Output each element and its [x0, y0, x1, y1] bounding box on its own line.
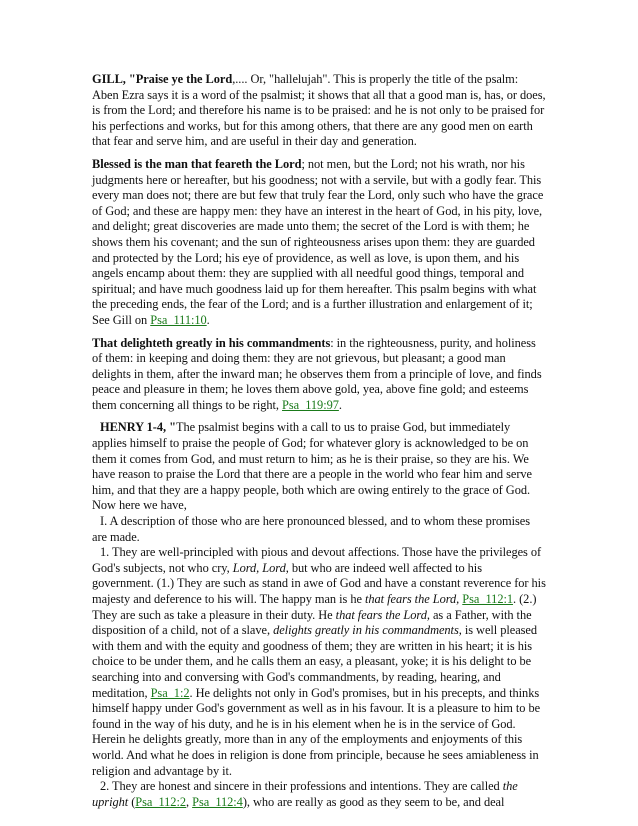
- delighteth-text: : in the righteousness, purity, and holiness of them: in keeping and doing them: they are not grievous, but pleasant; a good man delights in them, after the inward man; he observes them from a principle of love, and finds peace and pleasure in them; he loves them above gold, yea, above fine gold; and esteems them concerning all things to be right,: [92, 335, 542, 412]
- henry-text: The psalmist begins with a call to us to praise God, but immediately applies himself to praise the people of God; for whatever glory is acknowledged to be on them it comes from God, and must return to him; as he is their praise, so they are his. We have reason to praise the Lord that there are a people in the world who fear him and serve him, and that they are a happy people, both which are owing entirely to the grace of God. Now here we have,: [92, 420, 533, 513]
- gill-paragraph: [92, 72, 546, 150]
- psa-112-2-link[interactable]: Psa_112:2: [135, 794, 186, 809]
- delighteth-heading: That delighteth greatly in his commandments: [92, 335, 331, 350]
- point-1-2-italic-b: the upright: [92, 779, 518, 809]
- point-1-1-text-c: but who are indeed well affected to his government. (1.) They are such as stand in awe of God and have a constant reverence for his majesty and deference to his will. The happy man is he: [92, 560, 546, 606]
- gill-text: ,.... Or, "hallelujah". This is properly the title of the psalm: Aben Ezra says it is a word of the psalmist; it shows that all that a good man is, has, or does, is from the Lord; and therefore his name is to be praised: and he is not only to be praised for his perfections and works, but for this among others, that there are any good men on earth that fear and serve him, and are useful in their day and generation.: [92, 72, 546, 149]
- point-1-1-italic-d: that fears the Lord,: [364, 592, 460, 606]
- point-1-2-text-c: (: [128, 794, 136, 809]
- blessed-heading: Blessed is the man that feareth the Lord: [92, 156, 302, 171]
- psa-112-1-link[interactable]: Psa_112:1: [462, 592, 514, 606]
- henry-paragraph: [92, 420, 546, 514]
- gill-heading: GILL, "Praise ye the Lord: [92, 72, 233, 86]
- point-1-1-text-a: 1. They are well-principled with pious and devout affections. Those have the privileges of God's subjects, not who cry,: [92, 545, 542, 575]
- point-1-2-text-d: ,: [186, 794, 193, 809]
- point-1-2-text-a: 2. They are honest and sincere in their professions and intentions. They are called: [100, 779, 503, 794]
- blessed-end: .: [206, 312, 210, 327]
- point-1-1-text-f: . (2.) They are such as take a pleasure in their duty. He: [92, 592, 537, 622]
- henry-heading: HENRY 1-4, ": [100, 420, 176, 435]
- delighteth-paragraph: [92, 336, 546, 414]
- commentary-page: [92, 72, 546, 810]
- point-1-1-text-h: as a Father, with the disposition of a child, not of a slave,: [92, 607, 532, 638]
- point-1-2-text-e: ), who are really as good as they seem to be, and deal: [242, 794, 505, 809]
- point-1-1-paragraph: [92, 545, 546, 779]
- psa-119-97-link[interactable]: Psa_119:97: [282, 397, 339, 412]
- psa-111-10-link[interactable]: Psa_111:10: [150, 312, 207, 327]
- point-1-1-italic-b: Lord, Lord,: [232, 560, 289, 575]
- psa-112-4-link[interactable]: Psa_112:4: [192, 794, 243, 809]
- delighteth-end: .: [338, 397, 342, 412]
- psa-1-2-link[interactable]: Psa_1:2: [150, 685, 190, 700]
- point-1-1-text-k: . He delights not only in God's promises, but in his precepts, and thinks himself happy under God's government as well as in his favour. It is a pleasure to him to be found in the way of his duty, and he is in his element when he is in the service of God. Herein he delights greatly, more than in any of the employments and enjoyments of this world. And what he does in religion is done from principle, because he sees amiableness in religion and advantage by it.: [92, 685, 541, 778]
- blessed-paragraph: [92, 157, 546, 329]
- point-1-2-paragraph: [92, 779, 546, 810]
- point-1-1-italic-g: that fears the Lord,: [335, 607, 430, 622]
- point-1-paragraph: I. A description of those who are here pronounced blessed, and to whom these promises are made.: [92, 514, 531, 544]
- point-1-1-italic-i: delights greatly in his commandments,: [273, 623, 462, 638]
- point-1-1-text-j: is well pleased with them and with the equity and goodness of them; they are written in his heart; it is his choice to be under them, and he calls them an easy, a pleasant, yoke; it is his delight to be searching into and conversing with God's commandments, by reading, hearing, and meditation,: [92, 623, 538, 700]
- blessed-text: ; not men, but the Lord; not his wrath, nor his judgments here or hereafter, but his goodness; not with a servile, but with a godly fear. This every man does not; there are but few that truly fear the Lord, only such who have the grace of God; and these are happy men: they have an interest in the heart of God, in his pity, love, and delight; great discoveries are made unto them; the secret of the Lord is with them; he shows them his covenant; and the sun of righteousness arises upon them: they are guarded and protected by the Lord; his eye of providence, as well as love, is upon them, and his angels encamp about them: they are supplied with all needful good things, temporal and spiritual; and have much goodness laid up for them hereafter. This psalm begins with what the preceding ends, the fear of the Lord; and is a further illustration and enlargement of it; See Gill on: [92, 156, 544, 327]
